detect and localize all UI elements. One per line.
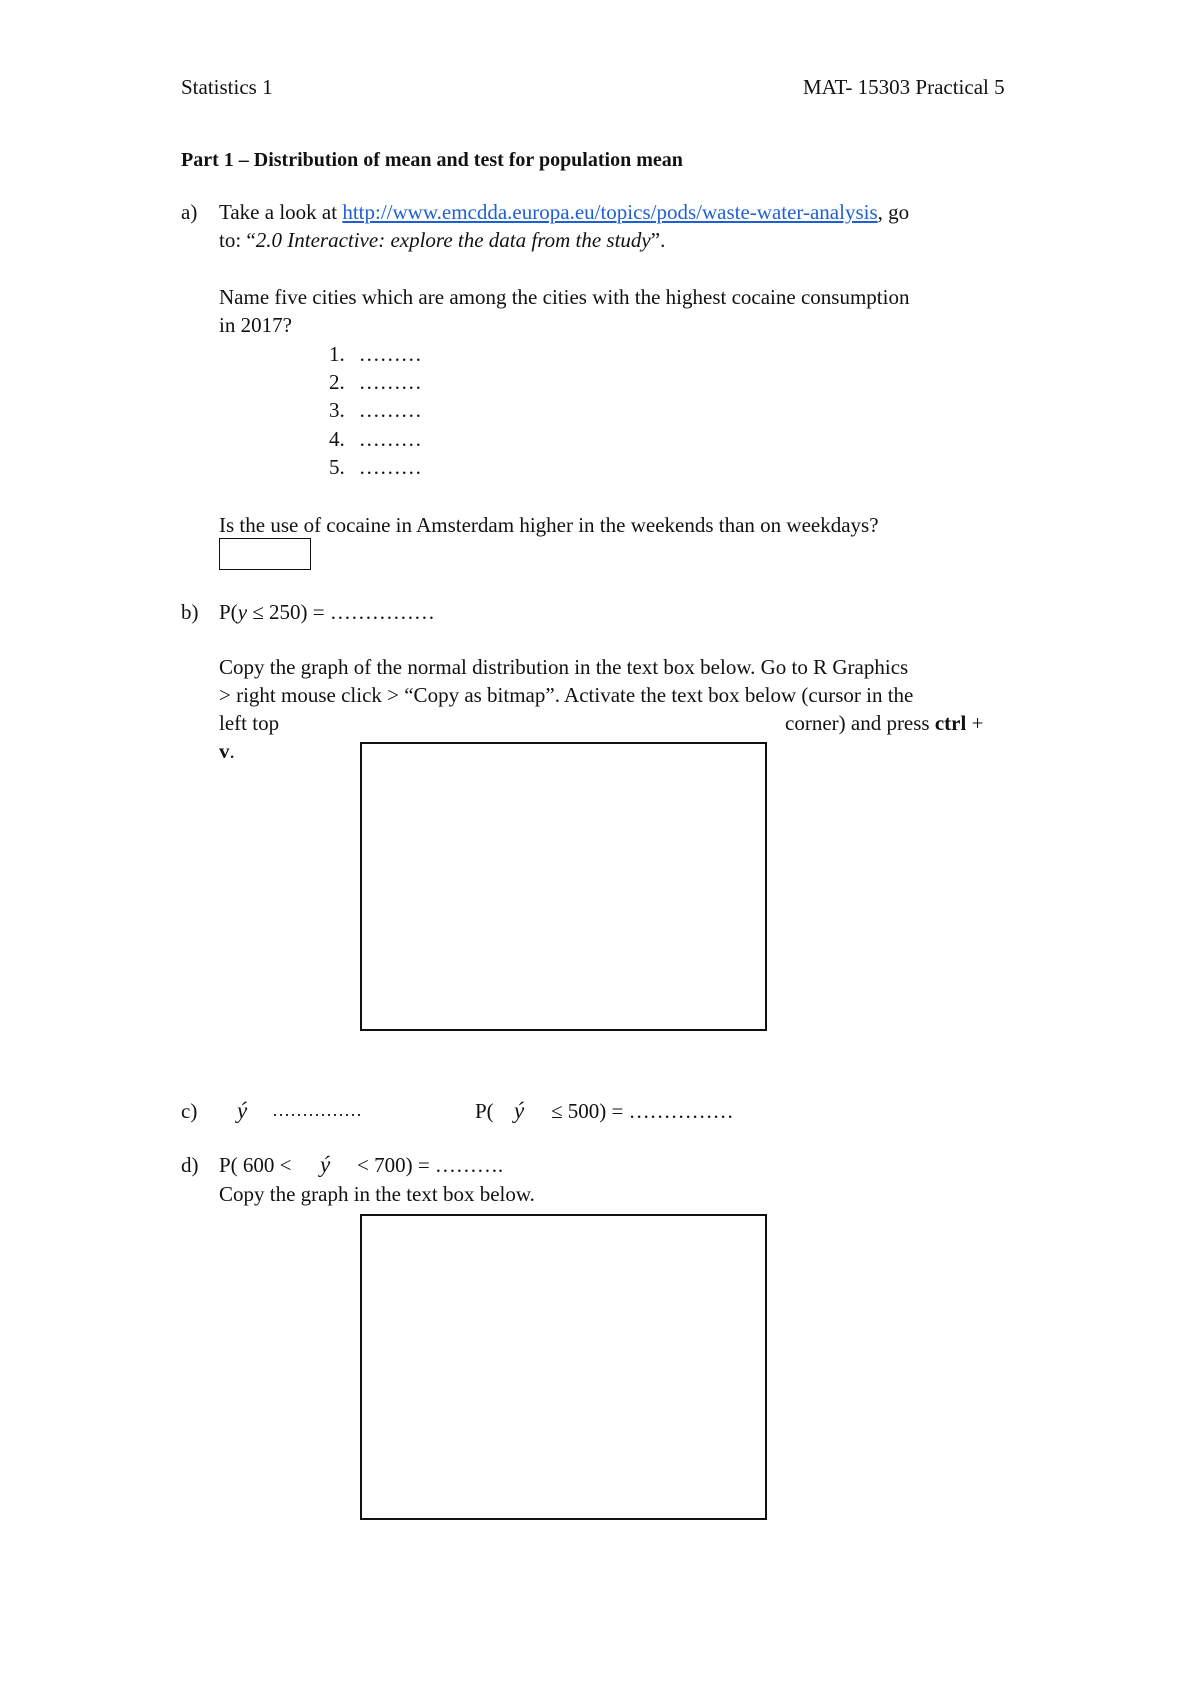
section-c-prob-prefix: P( (475, 1099, 494, 1123)
section-c-marker: c) (181, 1099, 198, 1123)
waste-water-link[interactable]: http://www.emcdda.europa.eu/topics/pods/waste-water-analysis (342, 200, 878, 224)
section-a-marker: a) (181, 200, 198, 224)
list-item: 4. ……… (329, 427, 422, 451)
cities-question-line1: Name five cities which are among the cities with the highest cocaine consumption (219, 285, 910, 309)
list-item: 2. ……… (329, 370, 422, 394)
part-title: Part 1 – Distribution of mean and test for population mean (181, 149, 683, 171)
ybar-answer-dots[interactable]: …………… (272, 1100, 362, 1120)
list-item: 3. ……… (329, 398, 422, 422)
header-left: Statistics 1 (181, 75, 273, 99)
section-d-marker: d) (181, 1153, 199, 1177)
cities-question-line2: in 2017? (219, 313, 292, 337)
section-a-intro: Take a look at http://www.emcdda.europa.eu/topics/pods/waste-water-analysis, go (219, 200, 910, 224)
section-d-copy-instruction: Copy the graph in the text box below. (219, 1182, 535, 1206)
normal-distribution-graph-box[interactable] (360, 742, 767, 1031)
section-b-marker: b) (181, 600, 199, 624)
section-d-ybar: ý (320, 1152, 331, 1177)
ybar-symbol: ý (237, 1098, 248, 1123)
section-d-prob-prefix: P( 600 < (219, 1153, 292, 1177)
section-b-probability: P(y ≤ 250) = …………… (219, 600, 435, 624)
copy-instructions-line4: v. (219, 739, 235, 763)
section-c-ybar: ý (514, 1098, 525, 1123)
copy-instructions-line3-right: corner) and press ctrl + (785, 711, 984, 735)
list-item: 5. ……… (329, 455, 422, 479)
header-right: MAT- 15303 Practical 5 (803, 75, 1005, 99)
section-c-prob-suffix: ≤ 500) = …………… (551, 1099, 734, 1123)
list-item: 1. ……… (329, 342, 422, 366)
copy-instructions-line1: Copy the graph of the normal distribution in the text box below. Go to R Graphics (219, 655, 909, 679)
section-a-line2: to: “2.0 Interactive: explore the data from the study”. (219, 228, 666, 252)
section-d-graph-box[interactable] (360, 1214, 767, 1520)
copy-instructions-line3-left: left top (219, 711, 280, 735)
section-d-prob-suffix: < 700) = ………. (357, 1153, 504, 1177)
amsterdam-question: Is the use of cocaine in Amsterdam higher in the weekends than on weekdays? (219, 513, 879, 537)
amsterdam-answer-box[interactable] (219, 538, 311, 570)
copy-instructions-line2: > right mouse click > “Copy as bitmap”. Activate the text box below (cursor in the (219, 683, 914, 707)
